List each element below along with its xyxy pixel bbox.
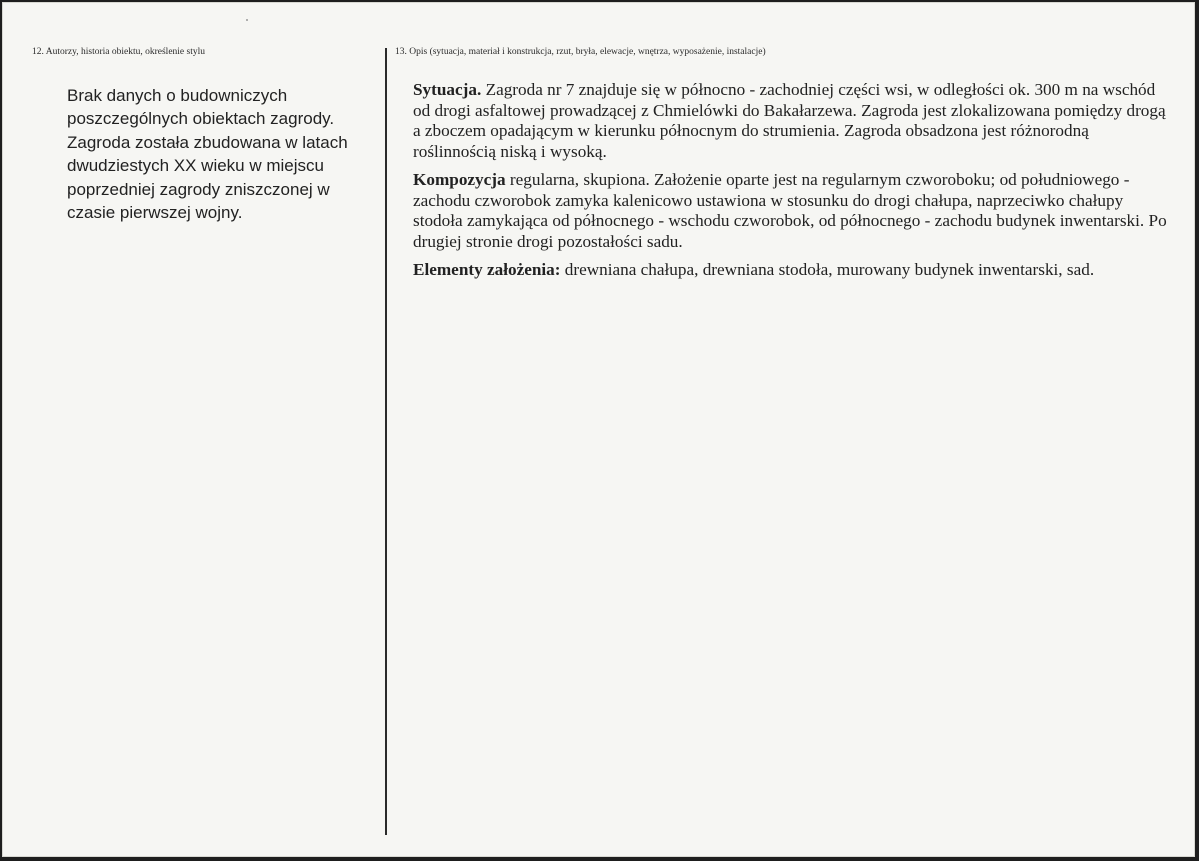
paragraph-elementy [413,260,1173,281]
paragraph-text: drewniana chałupa, drewniana stodoła, murowany budynek inwentarski, sad. [560,260,1095,279]
section-12-label: 12. Autorzy, historia obiektu, określenie stylu [32,47,205,57]
paragraph-lead: Elementy założenia: [413,260,561,279]
paper-speck [246,19,248,21]
section-13-body [413,80,1173,289]
paragraph-sytuacja [413,80,1173,162]
section-13-label: 13. Opis (sytuacja, materiał i konstrukcja, rzut, bryła, elewacje, wnętrza, wyposażenie, instalacje) [395,47,766,57]
paragraph-kompozycja [413,170,1173,252]
paragraph-lead: Kompozycja [413,170,506,189]
column-divider [385,48,387,835]
paragraph-text: regularna, skupiona. Założenie oparte jest na regularnym czworoboku; od południowego - zachodu czworobok zamyka kalenicowo ustawiona w stosunku do drogi chałupa, naprzeciwko chałupy stodoła zamykająca od północnego - wschodu czworobok, od północnego - zachodu budynek inwentarski. Po drugiej stronie drogi pozostałości sadu. [413,170,1167,251]
document-card [2,2,1195,857]
paragraph-lead: Sytuacja. [413,80,482,99]
paragraph-text: Zagroda nr 7 znajduje się w północno - zachodniej części wsi, w odległości ok. 300 m na wschód od drogi asfaltowej prowadzącej z Chmielówki do Bakałarzewa. Zagroda jest zlokalizowana pomiędzy drogą a zboczem opadającym w kierunku północnym do strumienia. Zagroda obsadzona jest różnorodną roślinnością niską i wysoką. [413,80,1166,161]
section-12-text: Brak danych o budowniczych poszczególnych obiektach zagrody. Zagroda została zbudowana w latach dwudziestych XX wieku w miejscu poprzedniej zagrody zniszczonej w czasie pierwszej wojny. [67,86,348,223]
